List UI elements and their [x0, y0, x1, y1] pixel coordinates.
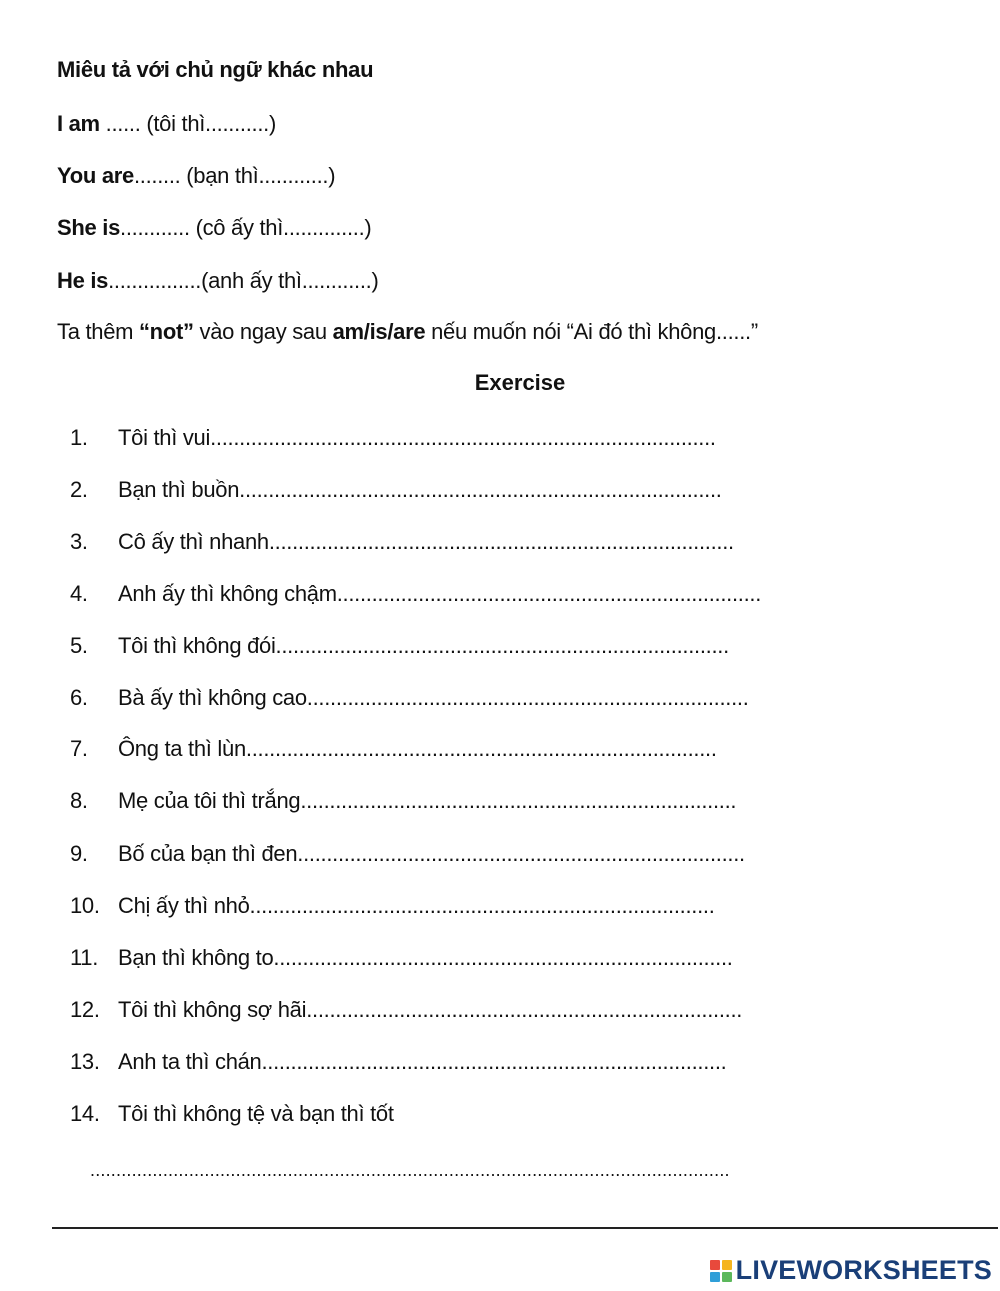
exercise-item-3[interactable]: 3. Cô ấy thì nhanh................................................................................	[70, 529, 734, 554]
exercise-item-9[interactable]: 9. Bố của bạn thì đen.............................................................................	[70, 841, 745, 866]
exercise-item-13[interactable]: 13. Anh ta thì chán................................................................................	[70, 1049, 727, 1074]
liveworksheets-icon	[710, 1260, 732, 1282]
intro-line-she-is: She is............ (cô ấy thì..............)	[57, 215, 372, 240]
intro-line-i-am: I am ...... (tôi thì...........)	[57, 111, 277, 136]
exercise-item-10[interactable]: 10. Chị ấy thì nhỏ................................................................................	[70, 893, 715, 918]
exercise-heading: Exercise	[474, 370, 566, 395]
answer-line-14[interactable]: ...........................................................................................................................	[90, 1160, 730, 1180]
page-title: Miêu tả với chủ ngữ khác nhau	[57, 57, 374, 82]
liveworksheets-logo	[710, 1255, 992, 1286]
exercise-item-6[interactable]: 6. Bà ấy thì không cao............................................................................	[70, 685, 749, 710]
exercise-item-8[interactable]: 8. Mẹ của tôi thì trắng...........................................................................	[70, 788, 737, 813]
exercise-item-14[interactable]: 14. Tôi thì không tệ và bạn thì tốt	[70, 1101, 394, 1126]
footer-divider	[52, 1227, 998, 1229]
grammar-note: Ta thêm “not” vào ngay sau am/is/are nếu muốn nói “Ai đó thì không......”	[57, 319, 758, 344]
exercise-item-2[interactable]: 2. Bạn thì buồn...................................................................................	[70, 477, 722, 502]
exercise-item-12[interactable]: 12. Tôi thì không sợ hãi...........................................................................	[70, 997, 743, 1022]
intro-line-you-are: You are........ (bạn thì............)	[57, 163, 336, 188]
exercise-item-7[interactable]: 7. Ông ta thì lùn.................................................................................	[70, 736, 717, 761]
brand-name: LIVEWORKSHEETS	[735, 1255, 992, 1285]
exercise-item-4[interactable]: 4. Anh ấy thì không chậm.........................................................................	[70, 581, 762, 606]
exercise-item-11[interactable]: 11. Bạn thì không to...............................................................................	[70, 945, 733, 970]
intro-line-he-is: He is................(anh ấy thì............)	[57, 268, 379, 293]
exercise-item-1[interactable]: 1. Tôi thì vui.......................................................................................	[70, 425, 716, 450]
exercise-item-5[interactable]: 5. Tôi thì không đói..............................................................................	[70, 633, 729, 658]
